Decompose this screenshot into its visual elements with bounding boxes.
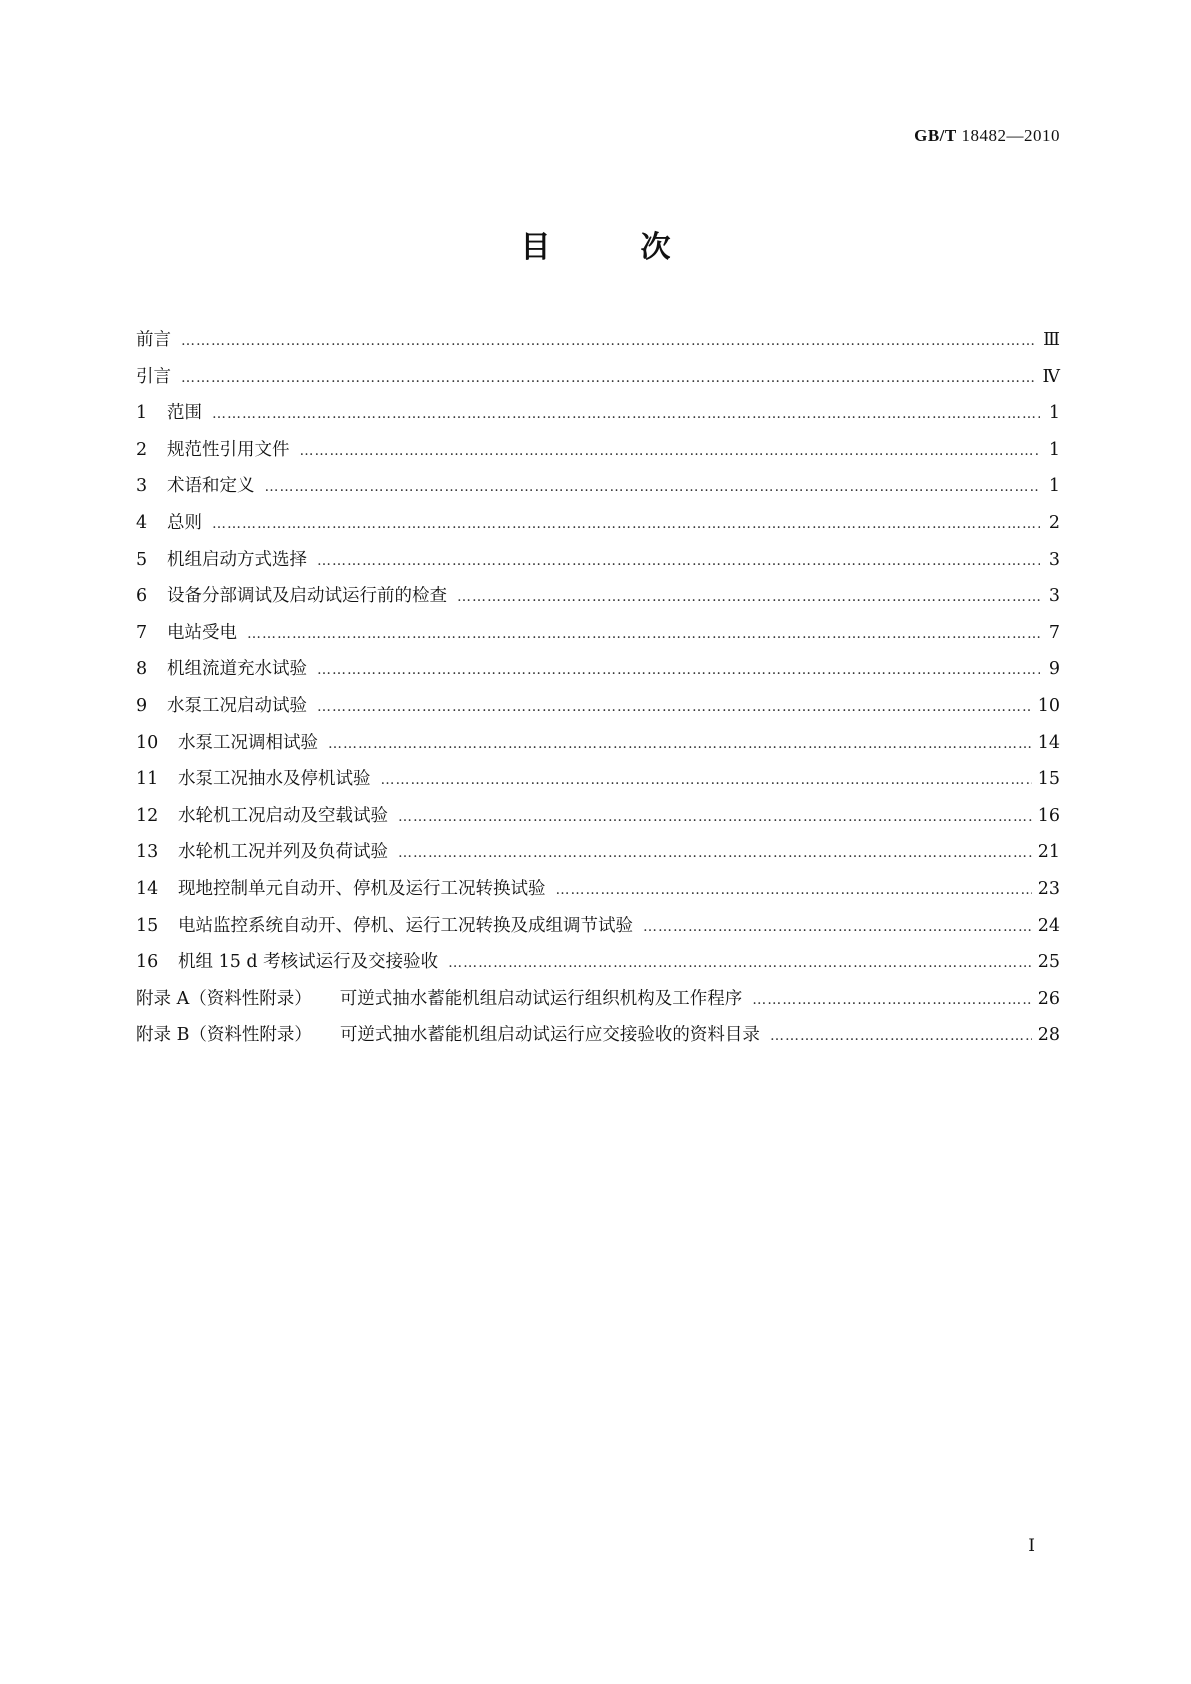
toc-entry[interactable] (136, 468, 1060, 505)
toc-entry-page: 1 (1048, 476, 1060, 497)
dot-leader (328, 726, 1032, 763)
page-title (0, 222, 1191, 266)
title-char-2: 次 (640, 230, 671, 265)
dot-leader (752, 982, 1032, 1019)
toc-entry-number: 1 (136, 403, 148, 424)
toc-entry-label: 水泵工况调相试验 (178, 732, 318, 753)
toc-entry[interactable] (136, 359, 1060, 396)
toc-entry-label: 现地控制单元自动开、停机及运行工况转换试验 (178, 878, 546, 899)
toc-entry[interactable] (136, 908, 1060, 945)
toc-entry-page: 15 (1037, 769, 1060, 790)
toc-entry-label: 范围 (167, 403, 202, 424)
toc-entry[interactable] (136, 688, 1060, 725)
dot-leader (643, 909, 1032, 946)
toc-entry[interactable] (136, 761, 1060, 798)
toc-entry-page: 25 (1037, 952, 1060, 973)
dot-leader (381, 762, 1032, 799)
toc-entry[interactable] (136, 505, 1060, 542)
footer-page-number: I (1028, 1536, 1035, 1556)
toc-annex-entry[interactable] (136, 981, 1060, 1018)
dot-leader (181, 360, 1037, 397)
dot-leader (181, 323, 1037, 360)
toc-entry-number: 2 (136, 439, 148, 460)
toc-entry-number: 3 (136, 476, 148, 497)
toc-entry-page: 10 (1037, 695, 1060, 716)
toc-entry-page: 1 (1048, 403, 1060, 424)
toc-annex-entry[interactable] (136, 1017, 1060, 1054)
toc-entry-label: 引言 (136, 366, 171, 387)
toc-entry-number: 6 (136, 586, 148, 607)
toc-entry[interactable] (136, 798, 1060, 835)
toc-entry-page: 16 (1037, 805, 1060, 826)
annex-title: 可逆式抽水蓄能机组启动试运行应交接验收的资料目录 (339, 1025, 760, 1046)
toc-entry-page: 23 (1037, 878, 1060, 899)
dot-leader (300, 433, 1041, 470)
toc-entry-label: 电站监控系统自动开、停机、运行工况转换及成组调节试验 (178, 915, 633, 936)
dot-leader (212, 506, 1040, 543)
toc-entry-page: 3 (1048, 586, 1060, 607)
toc-entry-page: Ⅲ (1043, 330, 1060, 350)
toc-entry-label: 机组 15 d 考核试运行及交接验收 (178, 952, 439, 973)
toc-entry-label: 前言 (136, 330, 171, 350)
annex-prefix: 附录 B（资料性附录） (136, 1025, 312, 1046)
toc-entry[interactable] (136, 834, 1060, 871)
toc-entry-page: 1 (1048, 439, 1060, 460)
dot-leader (770, 1018, 1032, 1055)
toc-entry[interactable] (136, 651, 1060, 688)
toc-entry-number: 16 (136, 952, 159, 973)
toc-entry-number: 9 (136, 695, 148, 716)
toc-entry-number: 15 (136, 915, 159, 936)
toc-entry-label: 水泵工况抽水及停机试验 (178, 769, 371, 790)
title-char-1: 目 (520, 230, 551, 265)
toc-entry[interactable] (136, 871, 1060, 908)
toc-entry-number: 13 (136, 842, 159, 863)
dot-leader (398, 835, 1032, 872)
table-of-contents (136, 322, 1060, 1054)
dot-leader (448, 945, 1032, 982)
toc-entry-page: 7 (1048, 622, 1060, 643)
toc-entry-label: 电站受电 (167, 622, 237, 643)
toc-entry-label: 机组启动方式选择 (167, 549, 307, 570)
toc-entry-page: 21 (1037, 842, 1060, 863)
toc-entry[interactable] (136, 615, 1060, 652)
toc-entry-label: 术语和定义 (167, 476, 255, 497)
toc-entry[interactable] (136, 542, 1060, 579)
toc-entry-page: 9 (1048, 659, 1060, 680)
annex-page: 28 (1037, 1025, 1060, 1046)
toc-entry-number: 14 (136, 878, 159, 899)
toc-entry-number: 5 (136, 549, 148, 570)
toc-entry-number: 10 (136, 732, 159, 753)
dot-leader (247, 616, 1040, 653)
annex-prefix: 附录 A（资料性附录） (136, 988, 312, 1009)
toc-entry[interactable] (136, 395, 1060, 432)
toc-entry[interactable] (136, 432, 1060, 469)
toc-entry-page: 14 (1037, 732, 1060, 753)
dot-leader (398, 799, 1032, 836)
dot-leader (556, 872, 1032, 909)
dot-leader (317, 652, 1040, 689)
toc-entry-page: 2 (1048, 512, 1060, 533)
toc-entry-label: 规范性引用文件 (167, 439, 290, 460)
toc-entry-label: 机组流道充水试验 (167, 659, 307, 680)
toc-entry-number: 7 (136, 622, 148, 643)
toc-entry[interactable] (136, 322, 1060, 359)
toc-entry-page: 3 (1048, 549, 1060, 570)
toc-entry-number: 11 (136, 769, 159, 790)
toc-entry-label: 设备分部调试及启动试运行前的检查 (167, 586, 447, 607)
toc-entry[interactable] (136, 944, 1060, 981)
toc-entry-label: 水轮机工况并列及负荷试验 (178, 842, 388, 863)
annex-title: 可逆式抽水蓄能机组启动试运行组织机构及工作程序 (339, 988, 743, 1009)
toc-entry-label: 水轮机工况启动及空载试验 (178, 805, 388, 826)
dot-leader (457, 579, 1040, 616)
toc-entry-label: 水泵工况启动试验 (167, 695, 307, 716)
toc-entry-page: 24 (1037, 915, 1060, 936)
standard-prefix: GB/T (914, 126, 957, 145)
standard-number: 18482—2010 (961, 126, 1060, 145)
toc-entry[interactable] (136, 578, 1060, 615)
dot-leader (317, 689, 1032, 726)
dot-leader (265, 469, 1041, 506)
annex-page: 26 (1037, 988, 1060, 1009)
toc-entry-label: 总则 (167, 512, 202, 533)
toc-entry[interactable] (136, 725, 1060, 762)
dot-leader (212, 396, 1040, 433)
dot-leader (317, 543, 1040, 580)
standard-code (914, 126, 1060, 146)
toc-entry-page: Ⅳ (1042, 366, 1060, 387)
toc-entry-number: 4 (136, 512, 148, 533)
toc-entry-number: 8 (136, 659, 148, 680)
toc-entry-number: 12 (136, 805, 159, 826)
